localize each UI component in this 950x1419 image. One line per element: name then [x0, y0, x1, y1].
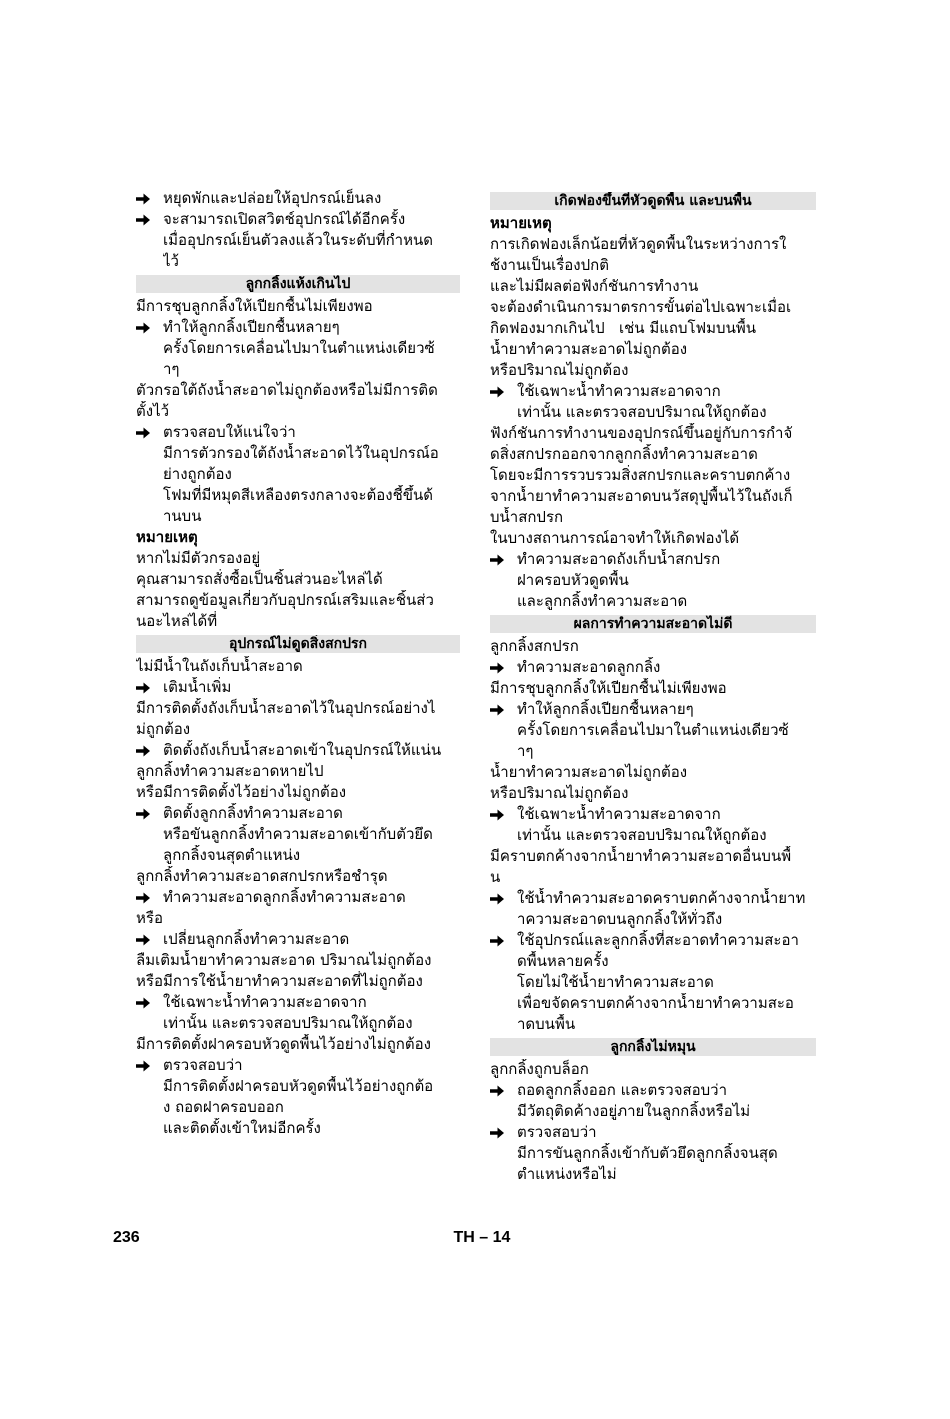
step-text: ใช้เฉพาะน้ำทำความสะอาดจาก [517, 382, 721, 400]
body-text: บน้ำสกปรก [490, 508, 564, 526]
section-heading: ลูกกลิ้งแห้งเกินไป [136, 275, 460, 293]
body-text: ลูกกลิ้งถูกบล็อก [490, 1060, 589, 1078]
cause-text [490, 762, 816, 804]
cause-text [490, 423, 816, 549]
body-text: ลูกกลิ้งทำความสะอาดสกปรกหรือชำรุด [136, 867, 388, 885]
step-item [136, 209, 460, 272]
arrow-right-icon [490, 1127, 504, 1139]
or-text [136, 908, 460, 929]
body-text: โดยจะมีการรวบรวมสิ่งสกปรกและคราบตกค้าง [490, 466, 791, 484]
arrow-right-icon [136, 1060, 150, 1072]
step-text: ใช้เฉพาะน้ำทำความสะอาดจาก [517, 805, 721, 823]
step-text: ติดตั้งลูกกลิ้งทำความสะอาด [163, 804, 343, 822]
step-text: โดยไม่ใช้น้ำยาทำความสะอาด [517, 973, 714, 991]
body-text: ในบางสถานการณ์อาจทำให้เกิดฟองได้ [490, 529, 740, 547]
step-text: หยุดพักและปล่อยให้อุปกรณ์เย็นลง [163, 189, 382, 207]
cause-text [136, 866, 460, 887]
step-item [136, 422, 460, 527]
step-text: เมื่ออุปกรณ์เย็นตัวลงแล้วในระดับที่กำหนด [163, 231, 433, 249]
step-item [490, 804, 816, 846]
step-text: ไว้ [163, 252, 179, 270]
step-text: และลูกกลิ้งทำความสะอาด [517, 592, 688, 610]
step-item [490, 888, 816, 930]
step-text: ย่างถูกต้อง [163, 465, 232, 483]
step-text: ครั้งโดยการเคลื่อนไปมาในตำแหน่งเดียวซ้ [163, 339, 435, 357]
arrow-right-icon [490, 386, 504, 398]
arrow-right-icon [490, 662, 504, 674]
body-text: หรือมีการติดตั้งไว้อย่างไม่ถูกต้อง [136, 783, 347, 801]
step-text: มีการติดตั้งฝาครอบหัวดูดพื้นไว้อย่างถูกต้อ [163, 1077, 434, 1095]
body-text: มีการชุบลูกกลิ้งให้เปียกชื้นไม่เพียงพอ [136, 297, 373, 315]
step-item [490, 1080, 816, 1122]
step-item [136, 992, 460, 1034]
body-text: ฟังก์ชันการทำงานของอุปกรณ์ขึ้นอยู่กับการกำจั [490, 424, 793, 442]
step-text: ติดตั้งถังเก็บน้ำสะอาดเข้าในอุปกรณ์ให้แน่น [163, 741, 442, 759]
body-text: น้ำยาทำความสะอาดไม่ถูกต้อง [490, 340, 688, 358]
step-text: ทำให้ลูกกลิ้งเปียกชื้นหลายๆ [517, 700, 694, 718]
step-item [490, 549, 816, 612]
body-text: และไม่มีผลต่อฟังก์ชันการทำงาน [490, 277, 699, 295]
step-item [490, 1122, 816, 1185]
note-text [490, 234, 816, 339]
step-text: จะสามารถเปิดสวิตช์อุปกรณ์ได้อีกครั้ง [163, 210, 406, 228]
body-text: น้ำยาทำความสะอาดไม่ถูกต้อง [490, 763, 688, 781]
note-text [136, 548, 460, 632]
arrow-right-icon [490, 809, 504, 821]
cause-text [490, 678, 816, 699]
body-text: สามารถดูข้อมูลเกี่ยวกับอุปกรณ์เสริมและชิ้นส่ว [136, 591, 434, 609]
step-text: มีวัตถุติดค้างอยู่ภายในลูกกลิ้งหรือไม่ [517, 1102, 751, 1120]
section-heading: อุปกรณ์ไม่ดูดสิ่งสกปรก [136, 635, 460, 653]
cause-text [490, 636, 816, 657]
step-text: เพื่อขจัดคราบตกค้างจากน้ำยาทำความสะอ [517, 994, 794, 1012]
cause-text [490, 339, 816, 381]
cause-text [136, 1034, 460, 1055]
cause-text [136, 950, 460, 992]
body-text: ตัวกรอใต้ถังน้ำสะอาดไม่ถูกต้องหรือไม่มีการติด [136, 381, 438, 399]
body-text: มีการติดตั้งถังเก็บน้ำสะอาดไว้ในอุปกรณ์อย่างไ [136, 699, 436, 717]
step-text: ทำความสะอาดถังเก็บน้ำสกปรก [517, 550, 721, 568]
body-text: ลูกกลิ้งทำความสะอาดหายไป [136, 762, 324, 780]
cause-text [136, 656, 460, 677]
step-item [136, 317, 460, 380]
step-item [490, 657, 816, 678]
step-text: ทำความสะอาดลูกกลิ้งทำความสะอาด [163, 888, 406, 906]
step-item [490, 699, 816, 762]
arrow-right-icon [136, 193, 150, 205]
arrow-right-icon [136, 682, 150, 694]
arrow-right-icon [490, 1085, 504, 1097]
body-text: การเกิดฟองเล็กน้อยที่หัวดูดพื้นในระหว่างการใ [490, 235, 787, 253]
step-text: มีการตัวกรองใต้ถังน้ำสะอาดไว้ในอุปกรณ์อ [163, 444, 439, 462]
arrow-right-icon [136, 322, 150, 334]
step-text: ำๆ [517, 742, 534, 760]
cause-text [136, 380, 460, 422]
page-number: 236 [113, 1229, 140, 1246]
arrow-right-icon [490, 935, 504, 947]
arrow-right-icon [136, 745, 150, 757]
step-text: โฟมที่มีหมุดสีเหลืองตรงกลางจะต้องชี้ขึ้นด้ [163, 486, 434, 504]
step-text: เท่านั้น และตรวจสอบปริมาณให้ถูกต้อง [517, 826, 767, 844]
step-text: มีการขันลูกกลิ้งเข้ากับตัวยึดลูกกลิ้งจนสุด [517, 1144, 778, 1162]
cause-text [136, 698, 460, 740]
body-text: ช้งานเป็นเรื่องปกติ [490, 256, 609, 274]
arrow-right-icon [136, 427, 150, 439]
step-text: และติดตั้งเข้าใหม่อีกครั้ง [163, 1119, 321, 1137]
body-text: ดสิ่งสกปรกออกจากลูกกลิ้งทำความสะอาด [490, 445, 758, 463]
body-text: ลูกกลิ้งสกปรก [490, 637, 579, 655]
arrow-right-icon [136, 997, 150, 1009]
arrow-right-icon [490, 704, 504, 716]
step-text: เท่านั้น และตรวจสอบปริมาณให้ถูกต้อง [517, 403, 767, 421]
step-text: เปลี่ยนลูกกลิ้งทำความสะอาด [163, 930, 350, 948]
left-column [136, 188, 460, 1139]
step-text: ตรวจสอบให้แน่ใจว่า [163, 423, 296, 441]
arrow-right-icon [136, 808, 150, 820]
body-text: นอะไหล่ได้ที่ [136, 612, 218, 630]
step-item [136, 929, 460, 950]
note-label: หมายเหตุ [136, 528, 198, 546]
body-text: หรือ [136, 909, 163, 927]
step-text: าดบนพื้น [517, 1015, 576, 1033]
step-text: านบน [163, 507, 202, 525]
body-text: มีการชุบลูกกลิ้งให้เปียกชื้นไม่เพียงพอ [490, 679, 727, 697]
step-item [136, 803, 460, 866]
step-text: ฝาครอบหัวดูดพื้น [517, 571, 629, 589]
step-text: เติมน้ำเพิ่ม [163, 678, 232, 696]
body-text: หรือปริมาณไม่ถูกต้อง [490, 784, 629, 802]
step-item [136, 1055, 460, 1139]
step-item [136, 188, 460, 209]
step-text: ตำแหน่งหรือไม่ [517, 1165, 617, 1183]
step-text: ใช้เฉพาะน้ำทำความสะอาดจาก [163, 993, 367, 1011]
body-text: ม่ถูกต้อง [136, 720, 191, 738]
body-text: มีการติดตั้งฝาครอบหัวดูดพื้นไว้อย่างไม่ถูกต้อง [136, 1035, 431, 1053]
arrow-right-icon [136, 214, 150, 226]
note-label: หมายเหตุ [490, 214, 552, 232]
body-text: หรือมีการใช้น้ำยาทำความสะอาดที่ไม่ถูกต้อง [136, 972, 423, 990]
step-text: ลูกกลิ้งจนสุดตำแหน่ง [163, 846, 301, 864]
arrow-right-icon [490, 893, 504, 905]
arrow-right-icon [136, 934, 150, 946]
body-text: หรือปริมาณไม่ถูกต้อง [490, 361, 629, 379]
body-text: ไม่มีน้ำในถังเก็บน้ำสะอาด [136, 657, 303, 675]
body-text: ตั้งไว้ [136, 402, 170, 420]
body-text: จะต้องดำเนินการมาตรการขั้นต่อไปเฉพาะเมื่อเ [490, 298, 792, 316]
step-text: ำๆ [163, 360, 180, 378]
body-text: น [490, 868, 501, 886]
step-text: ใช้น้ำทำความสะอาดคราบตกค้างจากน้ำยาท [517, 889, 806, 907]
arrow-right-icon [136, 892, 150, 904]
step-text: ถอดลูกกลิ้งออก และตรวจสอบว่า [517, 1081, 728, 1099]
step-text: ตรวจสอบว่า [517, 1123, 597, 1141]
section-heading: ผลการทำความสะอาดไม่ดี [490, 615, 816, 633]
footer-section-label: TH – 14 [453, 1229, 511, 1246]
body-text: คุณสามารถสั่งซื้อเป็นชิ้นส่วนอะไหล่ได้ [136, 570, 383, 588]
section-heading: เกิดฟองขึ้นที่หัวดูดพื้น และบนพื้น [490, 192, 816, 210]
step-item [136, 677, 460, 698]
step-item [490, 930, 816, 1035]
body-text: กิดฟองมากเกินไป เช่น มีแถบโฟมบนพื้น [490, 319, 756, 337]
cause-text [490, 1059, 816, 1080]
step-text: ทำให้ลูกกลิ้งเปียกชื้นหลายๆ [163, 318, 340, 336]
step-item [490, 381, 816, 423]
body-text: ลืมเติมน้ำยาทำความสะอาด ปริมาณไม่ถูกต้อง [136, 951, 432, 969]
step-text: เท่านั้น และตรวจสอบปริมาณให้ถูกต้อง [163, 1014, 413, 1032]
body-text: หากไม่มีตัวกรองอยู่ [136, 549, 261, 567]
step-text: ำความสะอาดบนลูกกลิ้งให้ทั่วถึง [517, 910, 723, 928]
step-text: ครั้งโดยการเคลื่อนไปมาในตำแหน่งเดียวซ้ [517, 721, 789, 739]
step-item [136, 887, 460, 908]
step-text: ทำความสะอาดลูกกลิ้ง [517, 658, 661, 676]
body-text: จากน้ำยาทำความสะอาดบนวัสดุปูพื้นไว้ในถังเก็ [490, 487, 793, 505]
right-column [490, 189, 816, 1185]
arrow-right-icon [490, 554, 504, 566]
step-text: ตรวจสอบว่า [163, 1056, 243, 1074]
step-text: ดพื้นหลายครั้ง [517, 952, 609, 970]
step-text: หรือขันลูกกลิ้งทำความสะอาดเข้ากับตัวยึด [163, 825, 433, 843]
section-heading: ลูกกลิ้งไม่หมุน [490, 1038, 816, 1056]
cause-text [136, 296, 460, 317]
body-text: มีคราบตกค้างจากน้ำยาทำความสะอาดอื่นบนพื้ [490, 847, 792, 865]
step-text: ใช้อุปกรณ์และลูกกลิ้งที่สะอาดทำความสะอา [517, 931, 799, 949]
step-item [136, 740, 460, 761]
cause-text [136, 761, 460, 803]
step-text: ง ถอดฝาครอบออก [163, 1098, 284, 1116]
cause-text [490, 846, 816, 888]
